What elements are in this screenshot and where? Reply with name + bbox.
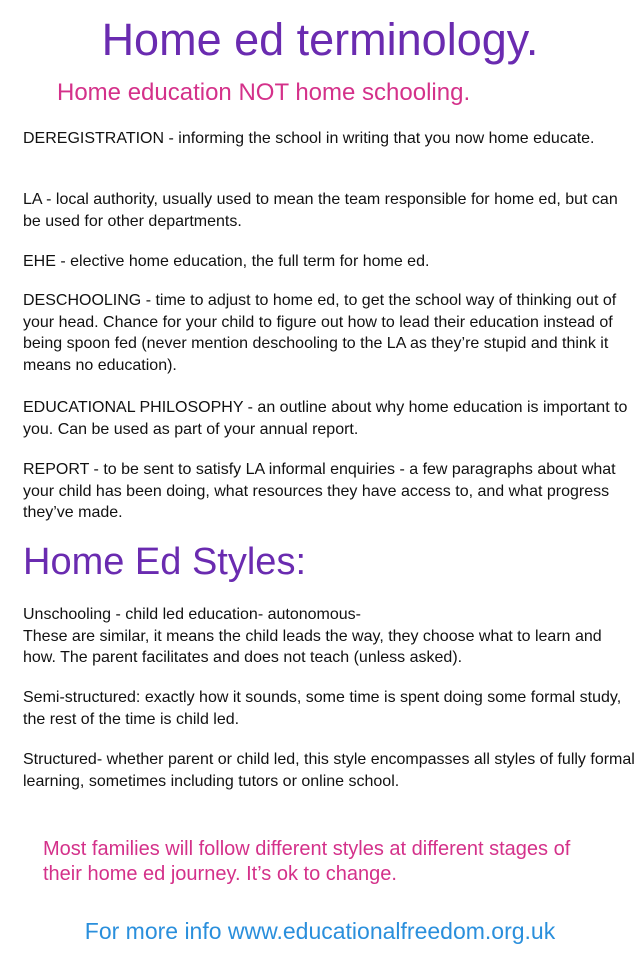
term-educational-philosophy: EDUCATIONAL PHILOSOPHY - an outline about why home education is important to you. Can be used as part of your annual report.: [23, 399, 628, 438]
page-subtitle: Home education NOT home schooling.: [57, 79, 471, 106]
closing-note: Most families will follow different styles at different stages of their home ed journey. It’s ok to change.: [43, 838, 571, 885]
style-unschooling-desc: These are similar, it means the child leads the way, they choose what to learn and how. The parent facilitates and does not teach (unless asked).: [23, 627, 602, 666]
style-unschooling: [23, 604, 635, 669]
style-structured: Structured- whether parent or child led, this style encompasses all styles of fully formal learning, sometimes including tutors or online school.: [23, 751, 635, 790]
term-ehe: EHE - elective home education, the full term for home ed.: [23, 253, 430, 270]
page-title: Home ed terminology.: [101, 14, 539, 65]
style-unschooling-title: Unschooling - child led education- autonomous-: [23, 606, 361, 623]
footer-more-info[interactable]: For more info www.educationalfreedom.org.uk: [84, 918, 556, 944]
style-semi-structured: Semi-structured: exactly how it sounds, some time is spent doing some formal study, the rest of the time is child led.: [23, 689, 622, 728]
term-deschooling: DESCHOOLING - time to adjust to home ed, to get the school way of thinking out of your head. Chance for your child to figure out how to lead their education instead of being spoon fed (never mention deschooling to the LA as they’re stupid and think it means no education).: [23, 292, 617, 374]
term-report: REPORT - to be sent to satisfy LA informal enquiries - a few paragraphs about what your child has been doing, what resources they have access to, and what progress they’ve made.: [23, 461, 616, 521]
term-la: LA - local authority, usually used to mean the team responsible for home ed, but can be used for other departments.: [23, 191, 618, 230]
term-deregistration: DEREGISTRATION - informing the school in writing that you now home educate.: [23, 130, 595, 147]
styles-heading: Home Ed Styles:: [23, 541, 306, 583]
